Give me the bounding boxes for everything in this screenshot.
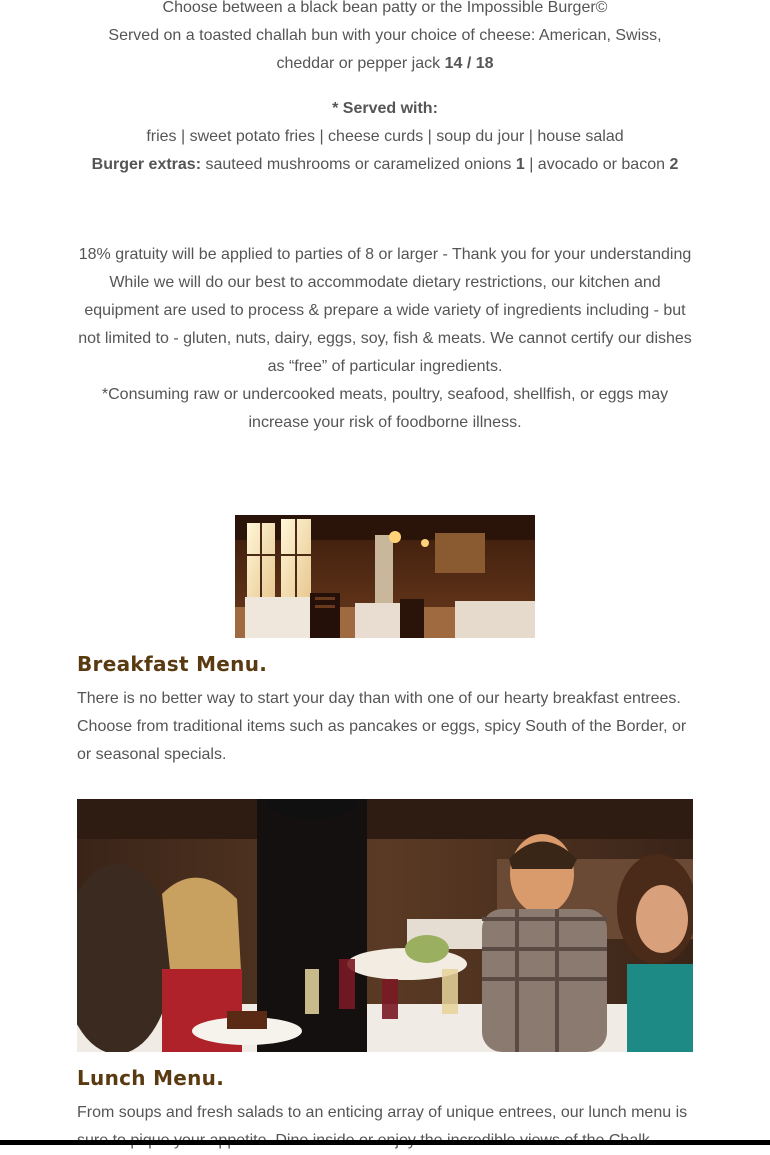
dining-guests-photo — [77, 799, 693, 1052]
consumption-warning: *Consuming raw or undercooked meats, poultry, seafood, shellfish, or eggs may increase your risk of foodborne illness. — [101, 386, 669, 431]
extras-option-a: sauteed mushrooms or caramelized onions — [201, 156, 516, 173]
burger-cheese-text: cheddar or pepper jack — [276, 55, 445, 72]
burger-extras — [70, 151, 700, 179]
breakfast-description: There is no better way to start your day than with one of our hearty breakfast entrees. Choose from traditional items such as pancakes or eggs, spicy South of the Border, or or seasonal specials. — [77, 690, 687, 763]
extras-label: Burger extras: — [91, 156, 202, 173]
restaurant-interior-photo — [235, 515, 535, 638]
breakfast-menu-heading[interactable]: Breakfast Menu. — [77, 652, 268, 676]
lunch-description: From soups and fresh salads to an enticing array of unique entrees, our lunch menu is — [77, 1104, 688, 1121]
restaurant-interior-image — [235, 515, 535, 638]
extras-option-b: | avocado or bacon — [524, 156, 670, 173]
burger-price: 14 / 18 — [444, 55, 494, 72]
sides-list: fries | sweet potato fries | cheese curds | soup du jour | house salad — [146, 128, 624, 145]
dietary-notice: While we will do our best to accommodate dietary restrictions, our kitchen and equipment are used to process & prepare a wide variety of ingredients including - but not limited to - gluten, nuts, dairy, eggs, soy, fish & meats. We cannot certify our dishes as “free” of particular ingredients. — [78, 274, 692, 375]
extras-price-a: 1 — [515, 156, 525, 173]
bottom-edge-bar — [0, 1140, 770, 1145]
gratuity-notice: 18% gratuity will be applied to parties of 8 or larger - Thank you for your understanding — [78, 246, 692, 263]
burger-section — [70, 0, 700, 179]
burger-line-1: Choose between a black bean patty or the Impossible Burger© — [162, 0, 608, 16]
burger-line-3 — [70, 50, 700, 78]
burger-line-2: Served on a toasted challah bun with your choice of cheese: American, Swiss, — [108, 27, 662, 44]
dining-guests-image — [77, 799, 693, 1052]
extras-price-b: 2 — [669, 156, 679, 173]
lunch-menu-heading[interactable]: Lunch Menu. — [77, 1066, 225, 1090]
notices-section — [75, 241, 695, 437]
served-with-label: * Served with: — [332, 100, 438, 117]
